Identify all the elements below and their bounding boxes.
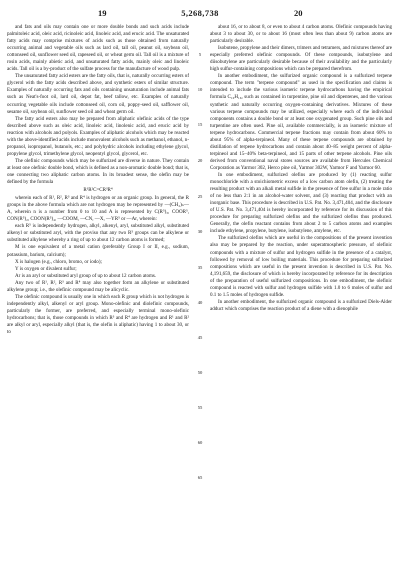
- paragraph: The fatty acid esters also may be prepared from aliphatic olefinic acids of the type described above such as oleic acid, linoleic acid, linolenic acid, and erucic acid by reaction with alcohols and polyols. Examples of aliphatic alcohols which may be reacted with the above-identified acids include monovalent alcohols such as methanol, ethanol, n-propanol, isopropanol, butanols, etc.; and polyhydric alcohols including ethylene glycol, propylene glycol, trimethylene glycol, neopentyl glycol, glycerol, etc.: [7, 115, 189, 157]
- line-number: 10: [197, 87, 203, 92]
- line-number: 45: [197, 335, 203, 340]
- line-number: 5: [198, 52, 202, 57]
- paragraph: each R⁵ is independently hydrogen, alkyl, alkenyl, aryl, substituted alkyl, substituted alkenyl or substituted aryl, with the proviso that any two R⁵ groups can be alkylene or substituted alkylene whereby a ring of up to about 12 carbon atoms is formed;: [7, 223, 189, 244]
- olefin-formula: R¹R²C=CR³R⁴: [83, 187, 113, 194]
- right-page-number: 20: [294, 8, 303, 18]
- line-number: 55: [197, 405, 203, 410]
- left-page-number: 19: [98, 8, 107, 18]
- line-number: 60: [197, 440, 203, 445]
- paragraph: X is halogen (e.g., chloro, bromo, or iodo);: [15, 258, 102, 265]
- paragraph: The olefinic compounds which may be sulfurized are diverse in nature. They contain at least one olefinic double bond, which is defined as a non-aromatic double bond; that is, one connecting two aliphatic carbon atoms. In its broadest sense, the olefin may be defined by the formula: [7, 157, 189, 186]
- line-number: 50: [197, 370, 203, 375]
- paragraph: wherein each of R¹, R², R³ and R⁴ is hydrogen or an organic group. In general, the R groups in the above formula which are not hydrogen may be represented by —(CH₂)ₙ—A, wherein n is a number from 0 to 10 and A is represented by C(R⁵)₃, COOR⁵, CON(R⁵)₂, COON(R⁵)₄, —COOM, —CN, —X, —YR⁵ or —Ar, wherein:: [7, 195, 189, 223]
- left-text-column: [7, 24, 189, 580]
- line-number-gutter: [194, 24, 206, 580]
- paragraph: M is one equivalent of a metal cation (preferably Group I or II, e.g., sodium, potassium, barium, calcium);: [7, 244, 189, 258]
- line-number: 65: [197, 475, 203, 480]
- paragraph: Any two of R¹, R², R³ and R⁴ may also together form an alkylene or substituted alkylene group; i.e., the olefinic compound may be alicyclic.: [7, 279, 189, 293]
- paragraph: Ar is an aryl or substituted aryl group of up to about 12 carbon atoms.: [15, 272, 157, 279]
- paragraph: The olefinic compound is usually one in which each R group which is not hydrogen is independently alkyl, alkenyl or aryl group. Mono-olefinic and diolefinic compounds, particularly the former, are preferred, and especially terminal mono-olefinic hydrocarbons; that is, those compounds in which R³ and R⁴ are hydrogen and R¹ and R² are alkyl or aryl, especially alkyl (that is, the olefin is aliphatic) having 1 to about 30, or to: [7, 293, 189, 336]
- line-number: 25: [197, 194, 203, 199]
- paragraph: In one embodiment, sulfurized olefins are produced by (1) reacting sulfur monochloride with a stoichiometric excess of a low carbon atom olefin, (2) treating the resulting product with an alkali metal sulfide in the presence of free sulfur in a mole ratio of no less than 2:1 in an alcohol-water solvent, and (3) reacting that product with an inorganic base. This procedure is described in U.S. Pat. No. 3,471,404, and the disclosure of U.S. Pat. No. 3,471,404 is hereby incorporated by reference for its discussion of this procedure for preparing sulfurized olefins and the sulfurized olefins thus produced. Generally, the olefin reactant contains from about 2 to 5 carbon atoms and examples include ethylene, propylene, butylene, isobutylene, amylene, etc.: [210, 171, 392, 235]
- page-header: [0, 8, 400, 20]
- paragraph: and fats and oils may contain one or more double bonds and such acids include palmitoleic acid, oleic acid, ricinoleic acid, linoleic acid, and erucic acid. The unsaturated fatty acids may comprise mixtures of acids such as those obtained from naturally occurring animal and vegetable oils such as lard oil, tall oil, peanut oil, soybean oil, cottonseed oil, sunflower seed oil, rapeseed oil, or wheat germ oil. Tall oil is a mixture of rosin acids, mainly abietic acid, and unsaturated fatty acids, mainly oleic and linoleic acids. Tall oil is a by-product of the sulfate process for the manufacture of wood pulp.: [7, 24, 189, 73]
- line-number: 40: [197, 300, 203, 305]
- line-number: 35: [197, 265, 203, 270]
- paragraph: about 16, or to about 8, or even to about 4 carbon atoms. Olefinic compounds having about 3 to about 30, or to about 16 (most often less than about 9) carbon atoms are particularly desirable.: [210, 24, 392, 45]
- line-number: 15: [197, 122, 203, 127]
- paragraph: In another embodiment, the sulfurized organic compound is a sulfurized Diels-Alder adduct which comprises the reaction product of a diene with a dienophile: [210, 298, 392, 312]
- line-number: 30: [197, 229, 203, 234]
- patent-number: 5,268,738: [181, 8, 219, 18]
- paragraph: The unsaturated fatty acid esters are the fatty oils, that is, naturally occurring esters of glycerol with the fatty acids described above, and synthetic esters of similar structure. Examples of naturally occurring fats and oils containing unsaturation include animal fats such as Neat's-foot oil, lard oil, depot fat, beef tallow, etc. Examples of naturally occurring vegetable oils include cottonseed oil, corn oil, poppy-seed oil, safflower oil, sesame oil, soybean oil, sunflower seed oil and wheat germ oil.: [7, 73, 189, 115]
- paragraph: In another embodiment, the sulfurized organic compound is a sulfurized terpene compound. The term "terpene compound" as used in the specification and claims is intended to include the various isomeric terpene hydrocarbons having the empirical formula C₁₀H₁₆, such as contained in turpentine, pine oil and dipentenes, and the various synthetic and naturally occurring oxygen-containing derivatives. Mixtures of these various terpene compounds may be utilized, especially where each of the individual components contains a double bond or at least one oxygenated group. Such pine oils and turpentine are often used. Pine oil, available commercially, is an isomeric mixture of terpene hydrocarbons. Commercial terpene fractions may contain from about 60% to about 95% of alpha-terpineol. Many of these terpene compounds are obtained by distillation of terpene hydrocarbons and contain about 40–85 weight percent of alpha-terpineol and 15–40% beta-terpineol, and 15 parts of other terpene alcohols. Pine oils derived from conventional naval stores sources are available from Hercules Chemical Corporation as Yarmor 302, Herco pine oil, Yarmor 302W, Yarmor F and Yarmor 60.: [210, 73, 392, 171]
- paragraph: Y is oxygen or divalent sulfur;: [15, 265, 77, 272]
- paragraph: Isobutene, propylene and their dimers, trimers and tetramers, and mixtures thereof are especially preferred olefinic compounds. Of these compounds, isobutylene and diisobutylene are particularly desirable because of their availability and the particularly high sulfur-containing compositions which can be prepared therefrom.: [210, 45, 392, 73]
- line-number: 20: [197, 158, 203, 163]
- right-text-column: [210, 24, 392, 580]
- paragraph: The sulfurized olefins which are useful in the compositions of the present invention also may be prepared by the reaction, under superatmospheric pressure, of olefinic compounds with a mixture of sulfur and hydrogen sulfide in the presence of a catalyst, followed by removal of low boiling materials. This procedure for preparing sulfurized compositions which are useful in the present invention is described in U.S. Pat. No. 4,191,659, the disclosure of which is hereby incorporated by reference for its description of the preparation of useful sulfurized compositions. In one embodiment, the olefinic compound is reacted with sulfur and hydrogen sulfide with 1.0 to 6 moles of sulfur and 0.1 to 1.5 moles of hydrogen sulfide.: [210, 235, 392, 298]
